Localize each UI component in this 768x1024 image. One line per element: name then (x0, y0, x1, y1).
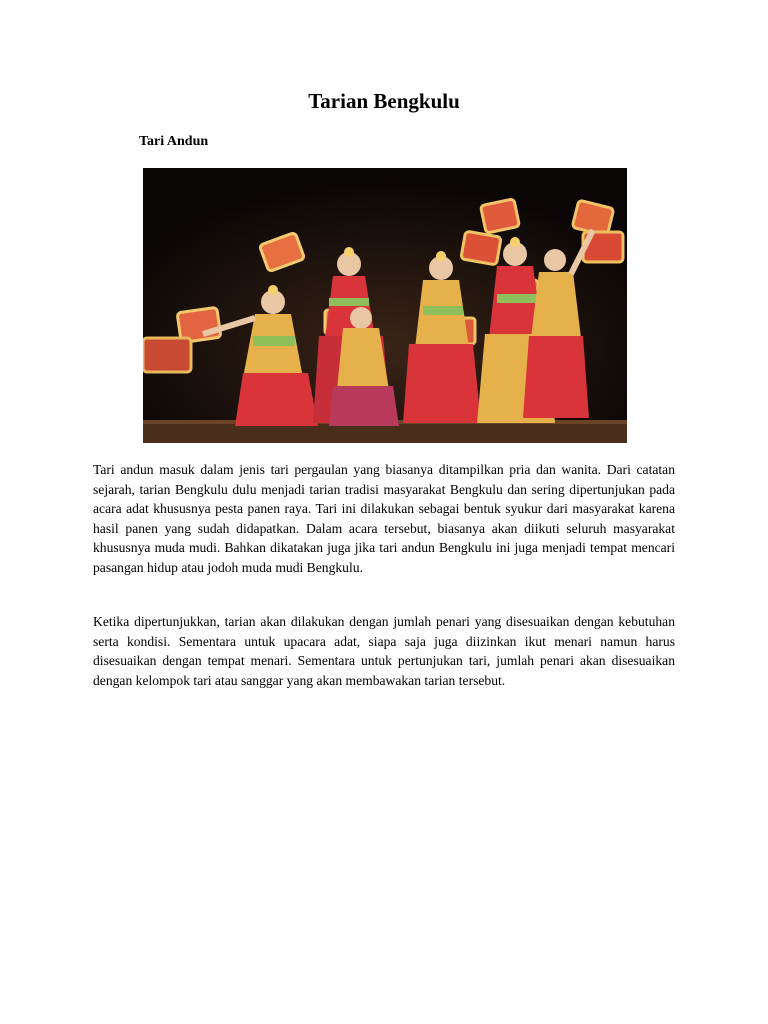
paragraph-1-text: Tari andun masuk dalam jenis tari pergaulan yang biasanya ditampilkan pria dan wanita. Dari catatan sejarah, tarian Bengkulu dulu menjadi tarian tradisi masyarakat Bengkulu dan sering dipertunjukan pada acara adat khususnya pesta panen raya. Tari ini dilakukan sebagai bentuk syukur dari masyarakat karena hasil panen yang sudah didapatkan. Dalam acara tersebut, biasanya akan diikuti seluruh masyarakat khususnya muda mudi. Bahkan dikatakan juga jika tari andun Bengkulu ini juga menjadi tempat mencari pasangan hidup atau jodoh muda mudi Bengkulu. (93, 462, 675, 575)
paragraph-2 (93, 612, 675, 690)
section-subtitle: Tari Andun (139, 134, 209, 149)
page-title: Tarian Bengkulu (308, 89, 460, 113)
dance-photo (143, 168, 627, 443)
paragraph-1 (93, 460, 675, 577)
dance-photo-illustration (143, 168, 627, 443)
paragraph-2-text: Ketika dipertunjukkan, tarian akan dilakukan dengan jumlah penari yang disesuaikan dengan kebutuhan serta kondisi. Sementara untuk upacara adat, siapa saja juga diizinkan ikut menari namun harus disesuaikan dengan tempat menari. Sementara untuk pertunjukan tari, jumlah penari akan disesuaikan dengan kelompok tari atau sanggar yang akan membawakan tarian tersebut. (93, 614, 675, 688)
